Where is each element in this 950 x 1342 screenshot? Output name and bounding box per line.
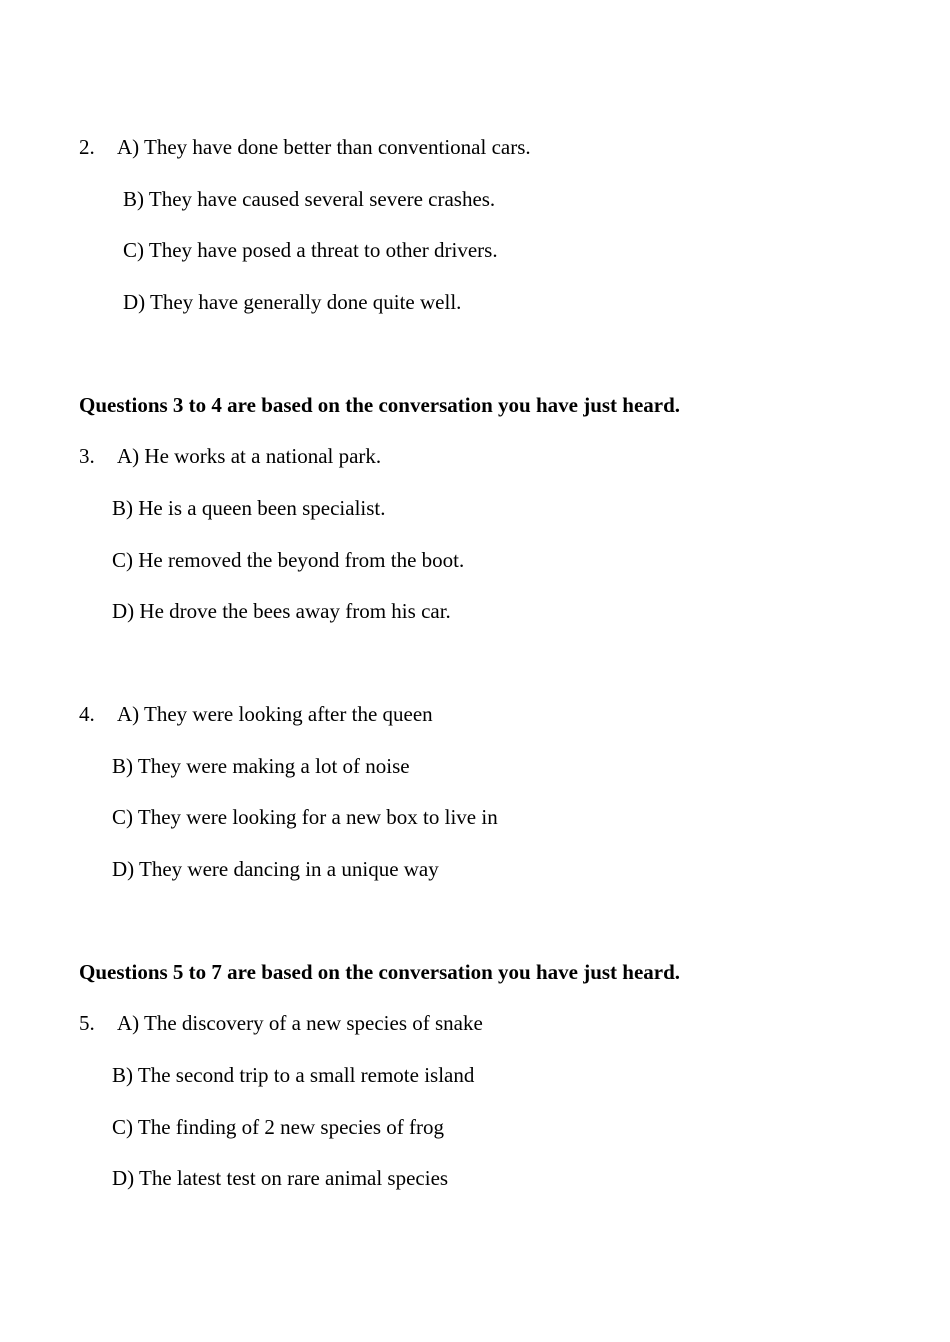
question-5-option-b: B) The second trip to a small remote island: [112, 1063, 475, 1087]
question-2-option-a: [79, 135, 531, 159]
option-text: A) They were looking after the queen: [117, 702, 433, 726]
question-4-option-b: B) They were making a lot of noise: [112, 754, 410, 778]
question-2-option-d: D) They have generally done quite well.: [123, 290, 462, 314]
question-5-number: 5.: [79, 1011, 95, 1035]
question-4-number: 4.: [79, 702, 95, 726]
question-3-option-a: [79, 444, 381, 468]
question-3-number: 3.: [79, 444, 95, 468]
question-2-number: 2.: [79, 135, 95, 159]
question-3-option-d: D) He drove the bees away from his car.: [112, 599, 451, 623]
question-3-option-b: B) He is a queen been specialist.: [112, 496, 386, 520]
question-4-option-a: [79, 702, 433, 726]
option-text: A) They have done better than conventional cars.: [117, 135, 531, 159]
question-5-option-c: C) The finding of 2 new species of frog: [112, 1115, 445, 1139]
question-3-option-c: C) He removed the beyond from the boot.: [112, 548, 465, 572]
question-2-option-b: B) They have caused several severe crashes.: [123, 187, 496, 211]
option-text: A) The discovery of a new species of snake: [117, 1011, 483, 1035]
question-4-option-d: D) They were dancing in a unique way: [112, 857, 439, 881]
section-heading-5-7: Questions 5 to 7 are based on the conversation you have just heard.: [79, 960, 681, 984]
section-heading-3-4: Questions 3 to 4 are based on the conversation you have just heard.: [79, 393, 681, 417]
question-5-option-a: [79, 1011, 483, 1035]
question-4-option-c: C) They were looking for a new box to live in: [112, 805, 498, 829]
option-text: A) He works at a national park.: [117, 444, 382, 468]
question-2-option-c: C) They have posed a threat to other drivers.: [123, 238, 498, 262]
question-5-option-d: D) The latest test on rare animal species: [112, 1166, 449, 1190]
